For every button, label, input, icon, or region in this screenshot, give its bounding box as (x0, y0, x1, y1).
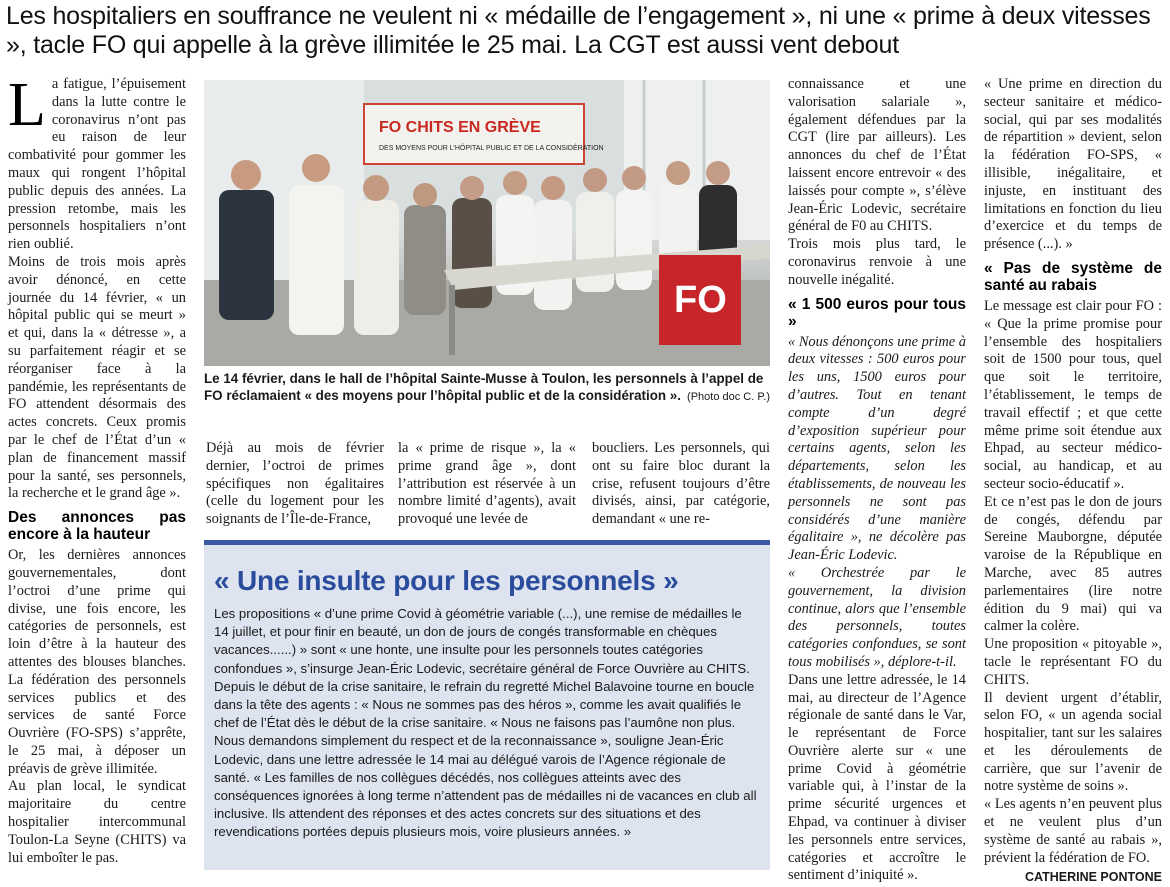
mid-column-a: Déjà au mois de février dernier, l’octroi de primes spécifiques non égalitaires (celle du logement pour les soignants de l’Île-de-France, (206, 440, 384, 528)
subheading-1500: « 1 500 euros pour tous » (788, 295, 966, 330)
mid-column-c: boucliers. Les personnels, qui ont su faire bloc durant la crise, refusent toujours d’être divisés, ainsi, par catégorie, demandant « une re- (592, 440, 770, 528)
paragraph: Or, les dernières annonces gouvernementales, dont l’octroi d’une prime qui divise, une fois encore, les catégories de personnels, est loin d’être à la hauteur des attentes des blouses blanches. La fédération des personnels services publics et des services de santé Force Ouvrière (FO-SPS) s’apprête, le 25 mai, à déposer un préavis de grève illimitée. (8, 547, 186, 777)
paragraph: Dans une lettre adressée, le 14 mai, au directeur de l’Agence régionale de santé dans le Var, le représentant de Force Ouvrière alerte sur « une prime Covid à géométrie variable qui, à l’instar de la prime sécurité urgences et Ehpad, va continuer à diviser les personnels entre services, catégories et accroître le sentiment d’iniquité ». (788, 671, 966, 884)
drop-cap: L (8, 71, 46, 139)
box-body: Les propositions « d’une prime Covid à géométrie variable (...), une remise de médailles le 14 juillet, et pour finir en beauté, un don de jours de congés transformable en chèques vacances......) » sont « une honte, une insulte pour les personnels toutes catégories confondues », s’insurge Jean-Éric Lodevic, secrétaire général de Force Ouvrière au CHITS. Depuis le début de la crise sanitaire, le refrain du regretté Michel Balavoine tourne en boucle dans la tête des agents : « Nous ne sommes pas des héros », comme les avait qualifiés le chef de l’État dès le début de la crise sanitaire. « Nous ne faisons pas l’aumône non plus. Nous demandons simplement du respect et de la reconnaissance », souligne Jean-Éric Lodevic, dans une lettre adressée le 14 mai au délégué varois de l’Agence régionale de santé. « Les familles de nos collègues décédés, nos collègues atteints avec des conséquences ignorées à long terme n’attendent pas de médailles ni de vacances en club all inclusive. Ils attendent des réponses et des actes concrets sur des situations et des revendications portées depuis plusieurs mois, voire plusieurs années. » (214, 606, 757, 840)
paragraph: « Une prime en direction du secteur sanitaire et médico-social, qui par ses modalités de répartition » devient, selon la fédération FO-SPS, « illisible, inégalitaire, et injuste, en instituant des limitations en fonction du lieu d’exercice et du temps de présence (...). » (984, 76, 1162, 253)
fo-sign-label: FO (674, 279, 727, 321)
paragraph: connaissance et une valorisation salariale », également défendues par la CGT (lire par ailleurs). Les annonces du chef de l’État laissent encore entrevoir « des laissés pour compte », s’élève Jean-Éric Lodevic, secrétaire général de F0 au CHITS. (788, 76, 966, 235)
column-3 (788, 76, 966, 885)
paragraph: Il devient urgent d’établir, selon FO, « un agenda social hospitalier, tant sur les salaires et les déroulements de carrière, que sur l’avenir de notre système de soins ». (984, 689, 1162, 795)
author-byline: CATHERINE PONTONE (1024, 870, 1162, 885)
banner-label: FO CHITS EN GRÈVE (379, 119, 541, 136)
subheading-rabais: « Pas de système de santé au rabais (984, 259, 1162, 294)
column-1 (8, 71, 186, 867)
paragraph: Trois mois plus tard, le coronavirus renvoie à une nouvelle inégalité. (788, 236, 966, 288)
sidebar-box (204, 540, 770, 870)
paragraph: Au plan local, le syndicat majoritaire du centre hospitalier intercommunal Toulon-La Seyne (CHITS) va lui emboîter le pas. (8, 778, 186, 866)
box-title: « Une insulte pour les personnels » (214, 565, 679, 596)
lead-paragraph (8, 71, 186, 254)
caption-text: Le 14 février, dans le hall de l’hôpital Sainte-Musse à Toulon, les personnels à l’appel de FO réclamaient « des moyens pour l’hôpital public et de la considération ». (204, 371, 764, 403)
paragraph: Et ce n’est pas le don de jours de congés, défendu par Sereine Mauborgne, députée varoise de la République en Marche, avec 85 autres parlementaires (lire notre édition du 9 mai) qui va calmer la colère. (984, 493, 1162, 635)
svg-text:DES MOYENS POUR L’HÔPITAL PUBL: DES MOYENS POUR L’HÔPITAL PUBLIC ET DE LA CONSIDÉRATION (379, 145, 604, 152)
photo-credit: (Photo doc C. P.) (687, 391, 770, 403)
news-photo (204, 80, 770, 366)
paragraph: Le message est clair pour FO : « Que la prime promise pour l’ensemble des hospitaliers soit de 1500 pour tous, quel que soit le territoire, l’établissement, le temps de travail effectif ; et que cette même prime soit étendue aux Ehpad, au secteur médico-social, au handicap, et au secteur socio-éducatif ». (984, 297, 1162, 492)
subheading-annonces: Des annonces pas encore à la hauteur (8, 509, 186, 544)
paragraph: « Orchestrée par le gouvernement, la division continue, alors que l’ensemble des personnels, toutes catégories confondues, se sont tous mobilisés », déplore-t-il. (788, 564, 966, 670)
headline: Les hospitaliers en souffrance ne veulent ni « médaille de l’engagement », ni une « prime à deux vitesses », tacle FO qui appelle à la grève illimitée le 25 mai. La CGT est aussi vent debout (6, 2, 1151, 59)
lead-text: a fatigue, l’épuisement dans la lutte contre le coronavirus n’ont pas eu raison de leur combativité pour gommer les maux qui rongent l’hôpital public depuis des années. La pression retombe, mais les personnels hospitaliers n’ont rien oublié. (8, 76, 186, 253)
paragraph: « Les agents n’en peuvent plus et ne veulent plus d’un système de santé au rabais », prévient la fédération de FO. (984, 796, 1162, 866)
mid-column-b: la « prime de risque », la « prime grand âge », dont l’attribution est réservée à un nombre limité d’agents), avait provoqué une levée de (398, 440, 576, 528)
paragraph: Moins de trois mois après avoir dénoncé, en cette journée du 14 février, « un hôpital public qui se meurt » et qui, dans la « détresse », a su parfaitement réagir et se réorganiser face à la pandémie, les représentants de FO attendent désormais des actes concrets. Ceux promis par le chef de l’État d’un « plan de financement massif pour la santé, ses personnels, la recherche et le grand âge ». (8, 253, 186, 502)
paragraph: Une proposition « pitoyable », tacle le représentant FO du CHITS. (984, 636, 1162, 688)
paragraph: « Nous dénonçons une prime à deux vitesses : 500 euros pour les uns, 1500 euros pour d’autres. Tout en tenant compte d’un degré d’exposition supérieur pour certains agents, selon les départements, selon les établissements, de nouveau les personnels ne sont pas considérés d’une manière égalitaire », ne décolère pas Jean-Éric Lodevic. (788, 333, 966, 564)
photo-illustration (204, 80, 770, 366)
photo-caption (204, 370, 770, 406)
column-4 (984, 76, 1162, 887)
